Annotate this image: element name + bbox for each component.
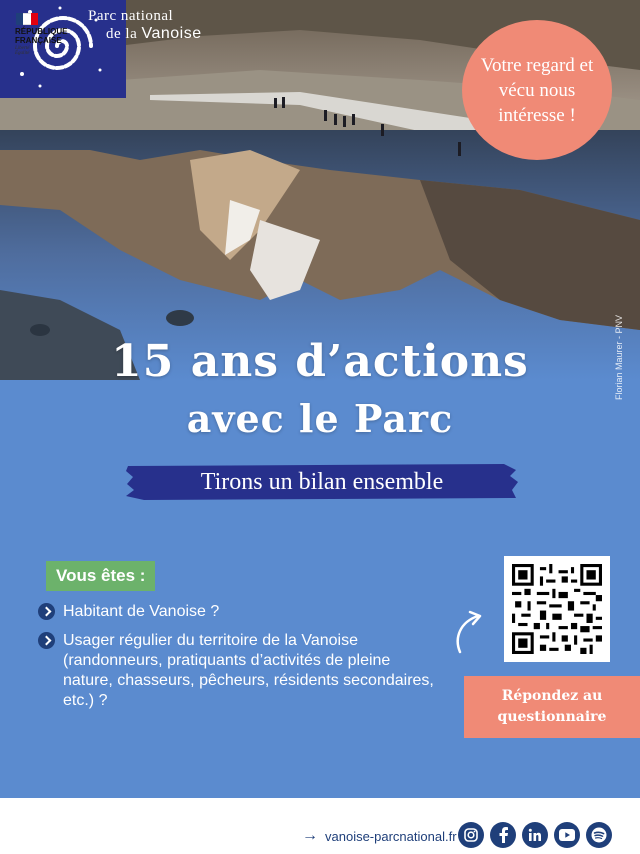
french-flag-icon [16, 13, 38, 25]
rf-motto1: Liberté [15, 46, 30, 51]
logo-line2 [88, 25, 202, 43]
website-link[interactable]: vanoise-parcnational.fr [325, 829, 457, 844]
list-item [38, 602, 458, 624]
list-item-text: Usager régulier du territoire de la Vanoise (randonneurs, pratiquants d’activités de pleine nature, chasseurs, pêcheurs, résidents secondaires, etc.) ? [63, 632, 434, 709]
callout-bubble [462, 20, 612, 160]
photo-credit: Florian Maurer - PNV [614, 314, 624, 400]
chevron-right-icon [38, 632, 55, 649]
logo-prefix: de la [106, 26, 138, 42]
social-links [458, 822, 612, 848]
main-title-line1: 15 ans d’actions [111, 336, 529, 387]
rf-motto [15, 46, 29, 56]
subtitle: Tirons un bilan ensemble [200, 469, 444, 495]
park-logo-text [88, 8, 202, 43]
qr-code-icon [512, 564, 602, 654]
audience-label: Vous êtes : [46, 561, 155, 591]
list-item-text: Habitant de Vanoise ? [63, 603, 220, 620]
callout-text: Votre regard et vécu nous intéresse ! [480, 54, 594, 126]
questionnaire-button-label: Répondez au questionnaire [497, 688, 607, 725]
facebook-icon[interactable] [490, 822, 516, 848]
rf-line2: FRANÇAISE [15, 36, 62, 45]
arrow-right-icon: → [302, 827, 318, 844]
questionnaire-button[interactable] [464, 676, 640, 738]
logo-line1: Parc national [88, 8, 174, 24]
qr-code[interactable] [504, 556, 610, 662]
instagram-icon[interactable] [458, 822, 484, 848]
rf-line1: RÉPUBLIQUE [15, 27, 68, 36]
linkedin-icon[interactable] [522, 822, 548, 848]
youtube-icon[interactable] [554, 822, 580, 848]
chevron-right-icon [38, 603, 55, 620]
main-title-line2: avec le Parc [186, 396, 454, 441]
logo-name: Vanoise [141, 25, 202, 42]
curved-arrow-icon [452, 610, 488, 656]
list-item [38, 631, 458, 715]
republique-francaise-logo [15, 27, 67, 45]
spotify-icon[interactable] [586, 822, 612, 848]
rf-motto2: Égalité [15, 51, 30, 56]
